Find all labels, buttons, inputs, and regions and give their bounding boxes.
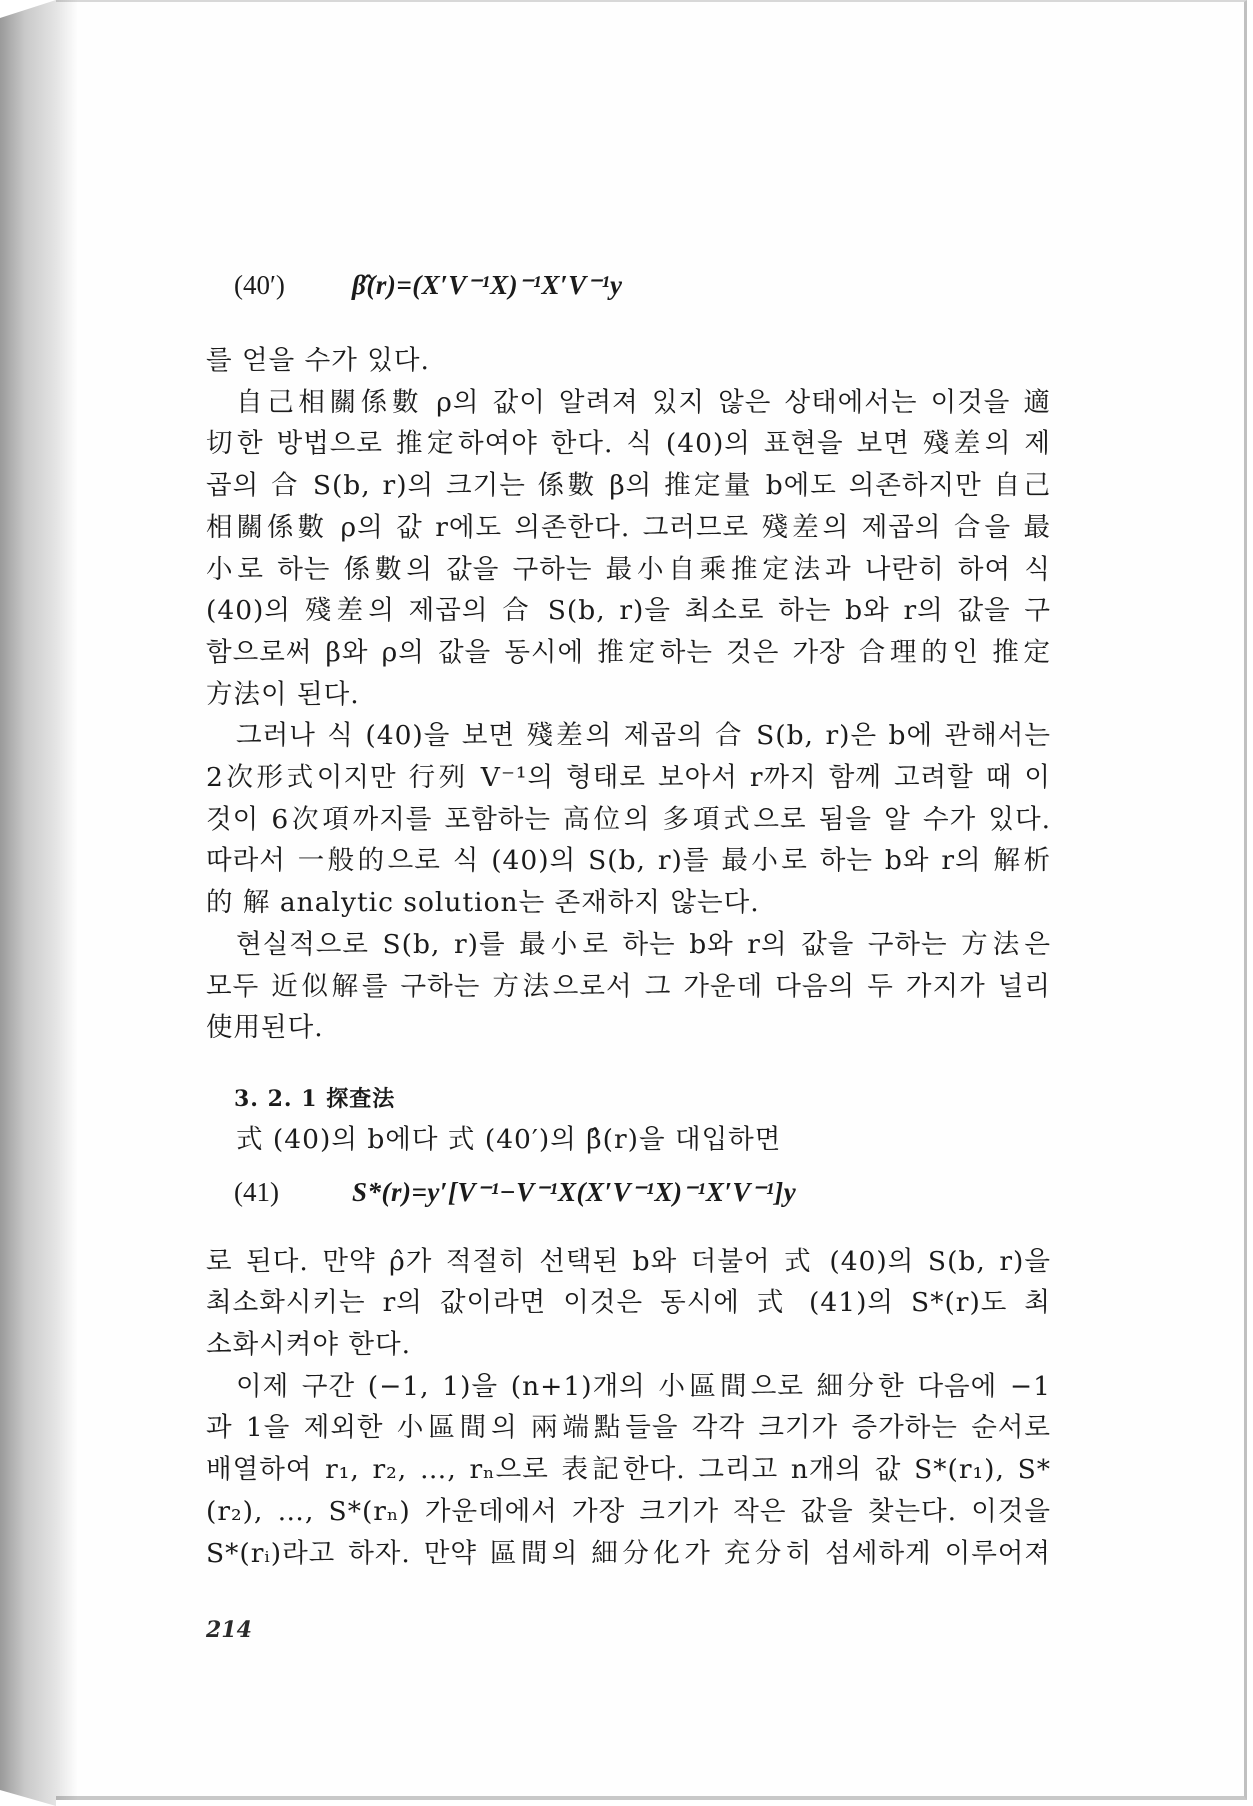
paragraph xyxy=(206,1119,1051,1161)
paragraph xyxy=(206,1241,1051,1366)
text-line: 함으로써 β와 ρ의 값을 동시에 推定하는 것은 가장 合理的인 推定 xyxy=(206,636,1051,668)
text-line: 式 (40)의 b에다 式 (40′)의 β̂(r)을 대입하면 xyxy=(236,1123,782,1155)
text-line: (r₂), …, S*(rₙ) 가운데에서 가장 크기가 작은 값을 찾는다. 이것을 xyxy=(206,1495,1051,1527)
text-line: S*(rᵢ)라고 하자. 만약 區間의 細分化가 充分히 섬세하게 이루어져 xyxy=(206,1537,1051,1569)
equation-40-prime xyxy=(234,270,1051,320)
text-line: 切한 방법으로 推定하여야 한다. 식 (40)의 표현을 보면 殘差의 제 xyxy=(206,428,1051,460)
paragraph xyxy=(206,715,1051,924)
page-gutter-shadow xyxy=(56,0,78,1800)
text-line: 2次形式이지만 行列 V⁻¹의 형태로 보아서 r까지 함께 고려할 때 이 xyxy=(206,762,1051,794)
paragraph xyxy=(206,1366,1051,1575)
equation-41 xyxy=(234,1177,1051,1227)
paragraph xyxy=(206,340,1051,382)
text-line: 모두 近似解를 구하는 方法으로서 그 가운데 다음의 두 가지가 널리 xyxy=(206,970,1051,1002)
text-line: (40)의 殘差의 제곱의 合 S(b, r)을 최소로 하는 b와 r의 값을 구 xyxy=(206,595,1051,627)
text-line: 최소화시키는 r의 값이라면 이것은 동시에 式 (41)의 S*(r)도 최 xyxy=(206,1287,1051,1319)
text-line: 곱의 合 S(b, r)의 크기는 係數 β의 推定量 b에도 의존하지만 自己 xyxy=(206,470,1051,502)
text-line: 과 1을 제외한 小區間의 兩端點들을 각각 크기가 증가하는 순서로 xyxy=(206,1412,1051,1444)
text-line: 로 된다. 만약 ρ̂가 적절히 선택된 b와 더불어 式 (40)의 S(b, r)을 xyxy=(206,1245,1051,1277)
page-content xyxy=(206,270,1051,1574)
equation-number: (41) xyxy=(234,1176,279,1207)
paragraph xyxy=(206,924,1051,1049)
text-line: 的 解 analytic solution는 존재하지 않는다. xyxy=(206,887,760,919)
page-number: 214 xyxy=(206,1617,252,1643)
text-line: 小로 하는 係數의 값을 구하는 最小自乘推定法과 나란히 하여 식 xyxy=(206,553,1051,585)
equation-expression: β̂(r)=(X′V⁻¹X)⁻¹X′V⁻¹y xyxy=(352,270,623,300)
paragraph xyxy=(206,382,1051,716)
text-line: 소화시켜야 한다. xyxy=(206,1329,412,1361)
text-line: 使用된다. xyxy=(206,1012,324,1044)
text-line: 相關係數 ρ의 값 r에도 의존한다. 그러므로 殘差의 제곱의 合을 最 xyxy=(206,511,1051,543)
equation-number: (40′) xyxy=(234,270,285,300)
text-line: 배열하여 r₁, r₂, …, rₙ으로 表記한다. 그리고 n개의 값 S*(r₁), S* xyxy=(206,1454,1051,1486)
text-line: 이제 구간 (−1, 1)을 (n+1)개의 小區間으로 細分한 다음에 −1 xyxy=(236,1370,1051,1402)
text-line: 方法이 된다. xyxy=(206,678,360,710)
text-line: 自己相關係數 ρ의 값이 알려져 있지 않은 상태에서는 이것을 適 xyxy=(236,386,1051,418)
text-line: 를 얻을 수가 있다. xyxy=(206,345,430,376)
text-line: 따라서 一般的으로 식 (40)의 S(b, r)를 最小로 하는 b와 r의 解析 xyxy=(206,845,1051,877)
equation-expression: S*(r)=y′[V⁻¹−V⁻¹X(X′V⁻¹X)⁻¹X′V⁻¹]y xyxy=(352,1176,797,1207)
text-line: 것이 6次項까지를 포함하는 高位의 多項式으로 됨을 알 수가 있다. xyxy=(206,803,1051,835)
text-line: 그러나 식 (40)을 보면 殘差의 제곱의 合 S(b, r)은 b에 관해서는 xyxy=(236,720,1051,752)
book-spine xyxy=(0,0,56,1806)
text-line: 현실적으로 S(b, r)를 最小로 하는 b와 r의 값을 구하는 方法은 xyxy=(236,928,1051,960)
section-heading: 3. 2. 1 探査法 xyxy=(234,1085,396,1112)
